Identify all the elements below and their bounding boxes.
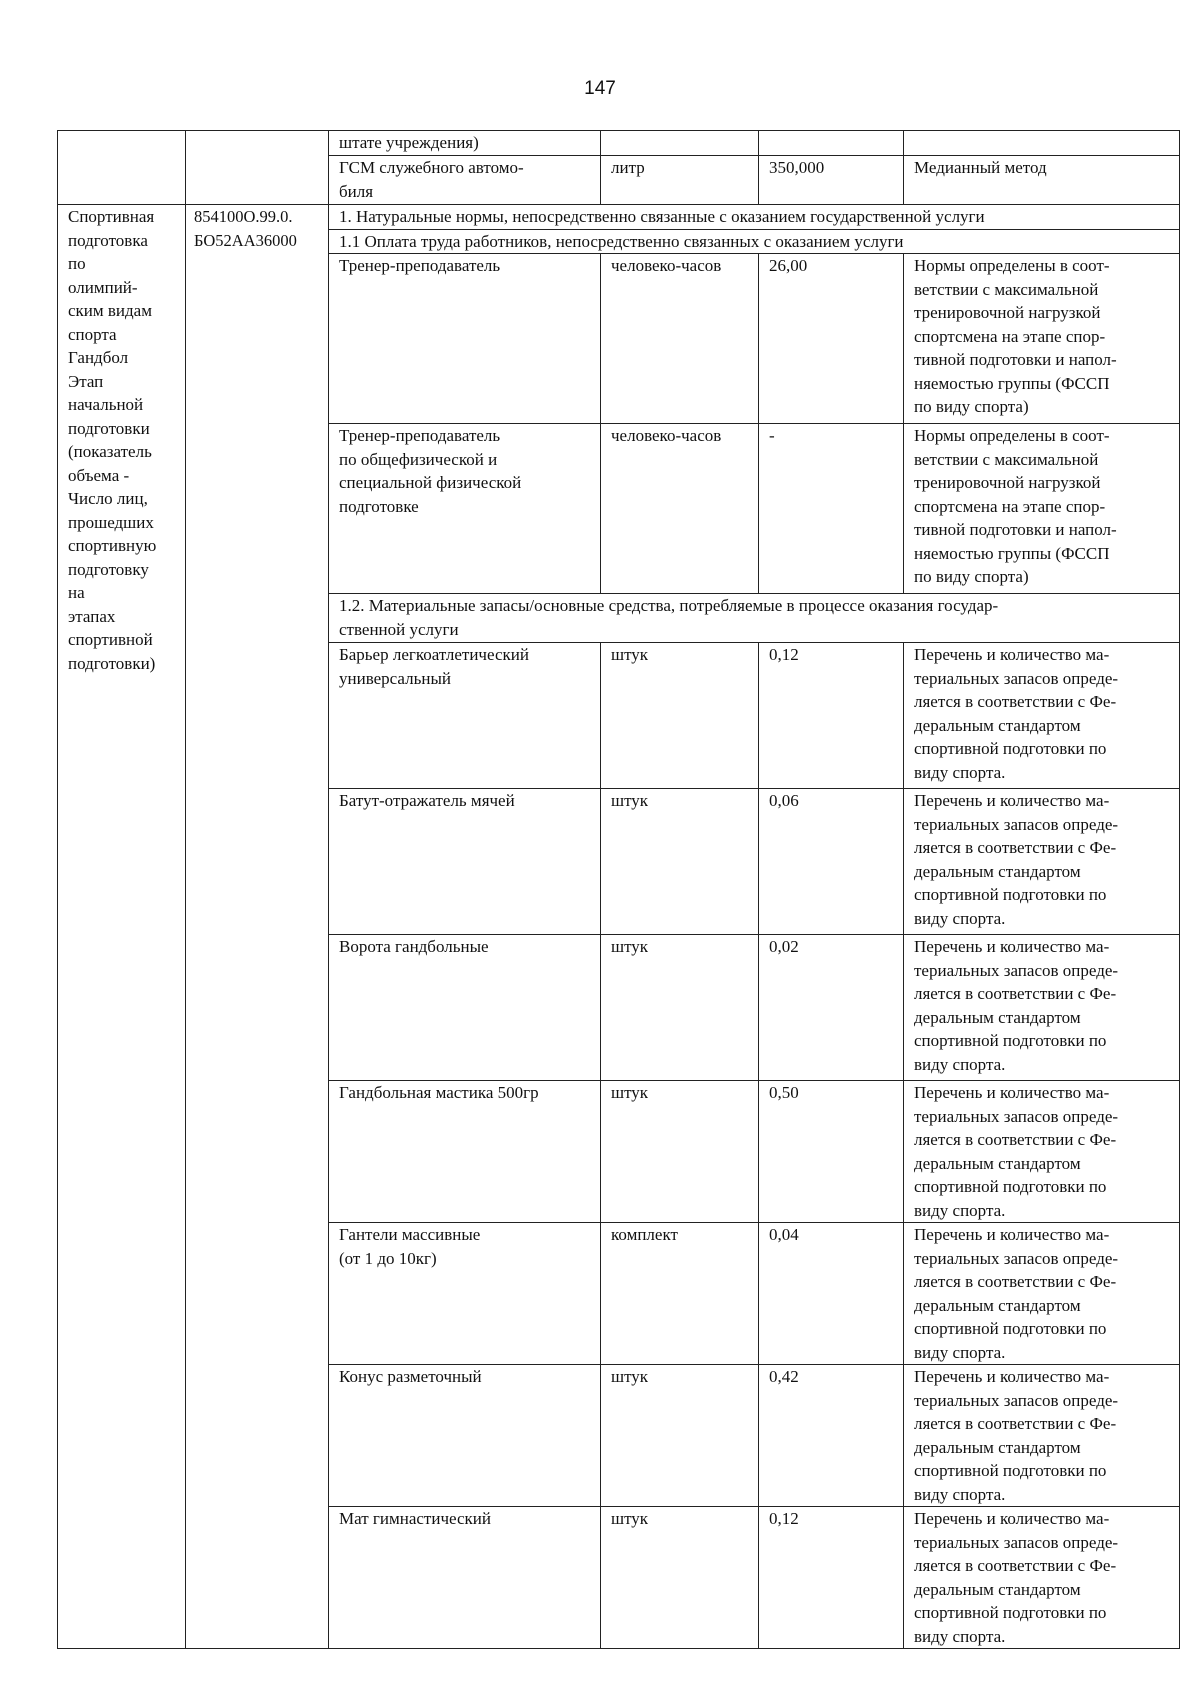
norms-table (57, 130, 1180, 1649)
table-row (58, 131, 1180, 156)
service-code: 854100О.99.0. БО52АА36000 (186, 205, 329, 1649)
item-unit: штук (601, 1507, 759, 1649)
item-value: 0,02 (759, 935, 904, 1081)
item-value: 26,00 (759, 254, 904, 424)
item-method: Нормы определены в соот- ветствии с максимальной тренировочной нагрузкой спортсмена на этапе спор- тивной подготовки и напол- няемостью группы (ФССП по виду спорта) (904, 254, 1180, 424)
item-unit: человеко-часов (601, 424, 759, 594)
item-unit (601, 131, 759, 156)
item-value: 0,50 (759, 1081, 904, 1223)
item-name: Мат гимнастический (329, 1507, 601, 1649)
service-title: Спортивная подготовка по олимпий- ским видам спорта Гандбол Этап начальной подготовки (показатель объема - Число лиц, прошедших спортивную подготовку на этапах спортивной подготовки) (58, 205, 186, 1649)
item-method: Нормы определены в соот- ветствии с максимальной тренировочной нагрузкой спортсмена на этапе спор- тивной подготовки и напол- няемостью группы (ФССП по виду спорта) (904, 424, 1180, 594)
item-name: Тренер-преподаватель по общефизической и специальной физической подготовке (329, 424, 601, 594)
item-name: Гандбольная мастика 500гр (329, 1081, 601, 1223)
item-method: Перечень и количество ма- териальных запасов опреде- ляется в соответствии с Фе- деральным стандартом спортивной подготовки по виду спорта. (904, 1507, 1180, 1649)
item-value: 0,12 (759, 643, 904, 789)
section-1-2-heading: 1.2. Материальные запасы/основные средства, потребляемые в процессе оказания государ- ственной услуги (329, 594, 1180, 643)
item-method: Медианный метод (904, 156, 1180, 205)
item-value: 350,000 (759, 156, 904, 205)
code-cell-empty (186, 131, 329, 205)
item-method: Перечень и количество ма- териальных запасов опреде- ляется в соответствии с Фе- деральным стандартом спортивной подготовки по виду спорта. (904, 789, 1180, 935)
item-method: Перечень и количество ма- териальных запасов опреде- ляется в соответствии с Фе- деральным стандартом спортивной подготовки по виду спорта. (904, 1081, 1180, 1223)
item-name: Ворота гандбольные (329, 935, 601, 1081)
item-unit: штук (601, 935, 759, 1081)
item-name: ГСМ служебного автомо- биля (329, 156, 601, 205)
item-method (904, 131, 1180, 156)
item-value: 0,06 (759, 789, 904, 935)
page-number: 147 (584, 78, 616, 99)
item-unit: штук (601, 1365, 759, 1507)
item-unit: штук (601, 789, 759, 935)
item-method: Перечень и количество ма- териальных запасов опреде- ляется в соответствии с Фе- деральным стандартом спортивной подготовки по виду спорта. (904, 1223, 1180, 1365)
item-value: - (759, 424, 904, 594)
section-1-heading: 1. Натуральные нормы, непосредственно связанные с оказанием государственной услуги (329, 205, 1180, 230)
section-row (58, 205, 1180, 230)
item-name: Конус разметочный (329, 1365, 601, 1507)
item-method: Перечень и количество ма- териальных запасов опреде- ляется в соответствии с Фе- деральным стандартом спортивной подготовки по виду спорта. (904, 1365, 1180, 1507)
item-value: 0,04 (759, 1223, 904, 1365)
item-name: Батут-отражатель мячей (329, 789, 601, 935)
item-method: Перечень и количество ма- териальных запасов опреде- ляется в соответствии с Фе- деральным стандартом спортивной подготовки по виду спорта. (904, 935, 1180, 1081)
item-unit: штук (601, 643, 759, 789)
section-1-1-heading: 1.1 Оплата труда работников, непосредственно связанных с оказанием услуги (329, 229, 1180, 254)
item-name: Гантели массивные (от 1 до 10кг) (329, 1223, 601, 1365)
item-value: 0,42 (759, 1365, 904, 1507)
item-name: Тренер-преподаватель (329, 254, 601, 424)
item-unit: человеко-часов (601, 254, 759, 424)
item-value: 0,12 (759, 1507, 904, 1649)
item-method: Перечень и количество ма- териальных запасов опреде- ляется в соответствии с Фе- деральным стандартом спортивной подготовки по виду спорта. (904, 643, 1180, 789)
item-unit: штук (601, 1081, 759, 1223)
item-unit: комплект (601, 1223, 759, 1365)
item-name: штате учреждения) (329, 131, 601, 156)
item-name: Барьер легкоатлетический универсальный (329, 643, 601, 789)
item-value (759, 131, 904, 156)
item-unit: литр (601, 156, 759, 205)
service-cell-empty (58, 131, 186, 205)
